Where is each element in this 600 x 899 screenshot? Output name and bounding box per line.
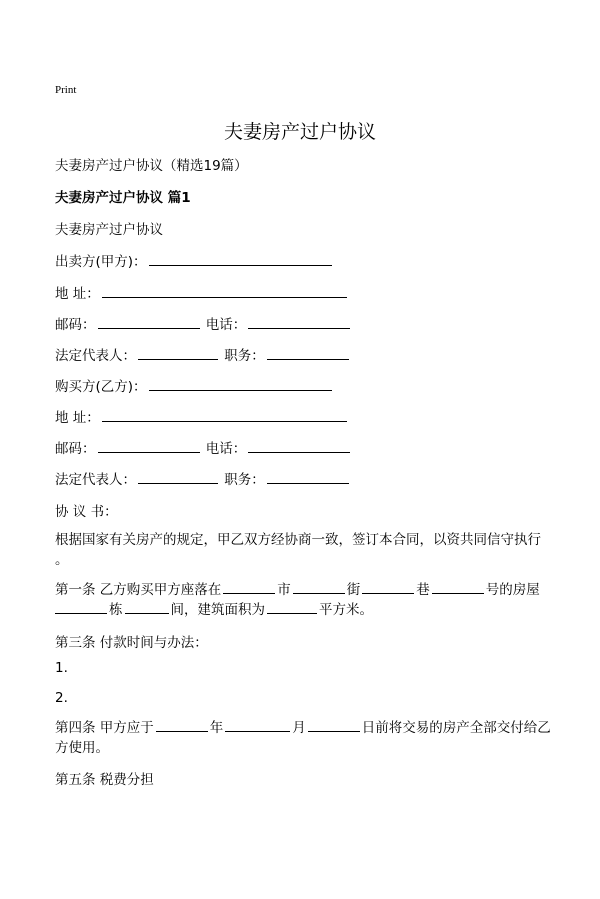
- doc-name: 夫妻房产过户协议: [55, 222, 163, 238]
- seller-postcode-label: 邮码：: [55, 317, 96, 333]
- article1-number-blank: [432, 581, 484, 594]
- seller-postcode-blank: [98, 316, 200, 329]
- section-heading: 夫妻房产过户协议 篇1: [55, 190, 191, 206]
- article-5: 第五条 税费分担: [55, 772, 154, 788]
- seller-contact-row: [55, 313, 352, 333]
- article4-month-blank: [225, 719, 290, 732]
- article1-rooms-blank: [125, 601, 169, 614]
- article1-part8: 平方米。: [319, 602, 373, 618]
- buyer-phone-blank: [248, 440, 350, 453]
- article4-part5: 方使用。: [55, 740, 109, 756]
- article1-part4: 巷: [416, 582, 430, 598]
- article4-part3: 月: [292, 720, 306, 736]
- subtitle: 夫妻房产过户协议（精选19篇）: [55, 158, 248, 174]
- article4-part4: 日前将交易的房产全部交付给乙: [361, 720, 551, 736]
- buyer-phone-label: 电话：: [205, 441, 247, 457]
- buyer-party-blank: [149, 378, 332, 391]
- article4-part2: 年: [209, 720, 224, 736]
- buyer-party-label: 购买方(乙方)：: [55, 379, 147, 395]
- article4-day-blank: [308, 719, 360, 732]
- seller-rep-row: [55, 344, 351, 364]
- buyer-contact-row: [55, 437, 352, 457]
- intro-line-2: 。: [55, 552, 69, 568]
- article1-part5: 号的房屋: [485, 582, 540, 598]
- seller-position-label: 职务：: [224, 348, 265, 364]
- buyer-legal-rep-label: 法定代表人：: [55, 472, 136, 488]
- buyer-position-blank: [267, 471, 349, 484]
- buyer-address-blank: [102, 409, 347, 422]
- seller-address-blank: [102, 285, 347, 298]
- buyer-address-row: [55, 406, 349, 426]
- seller-phone-label: 电话：: [205, 317, 247, 333]
- article1-part6: 栋: [109, 602, 123, 618]
- payment-item-1: 1.: [55, 660, 68, 676]
- article-3: 第三条 付款时间与办法：: [55, 635, 208, 651]
- article-4: [55, 718, 550, 758]
- article1-part3: 街: [346, 582, 361, 598]
- article1-street-blank: [293, 581, 345, 594]
- buyer-address-label: 地 址：: [55, 410, 100, 426]
- buyer-rep-row: [55, 468, 351, 488]
- intro-line-1: 根据国家有关房产的规定，甲乙双方经协商一致，签订本合同，以资共同信守执行: [55, 532, 541, 548]
- seller-legal-rep-label: 法定代表人：: [55, 348, 136, 364]
- buyer-position-label: 职务：: [224, 472, 265, 488]
- print-label[interactable]: Print: [55, 84, 77, 96]
- seller-party-blank: [149, 253, 332, 266]
- article1-part1: 第一条 乙方购买甲方座落在: [55, 582, 222, 598]
- buyer-legal-rep-blank: [138, 471, 218, 484]
- article1-part2: 市: [277, 582, 291, 598]
- buyer-party-row: [55, 375, 334, 395]
- article1-city-blank: [223, 581, 275, 594]
- seller-address-row: [55, 282, 349, 302]
- seller-legal-rep-blank: [138, 347, 218, 360]
- payment-item-2: 2.: [55, 690, 68, 706]
- intro-paragraph: [55, 530, 550, 570]
- buyer-postcode-blank: [98, 440, 200, 453]
- article1-area-blank: [267, 601, 317, 614]
- article1-part7: 间，建筑面积为: [170, 602, 265, 618]
- article4-part1: 第四条 甲方应于: [55, 720, 154, 736]
- seller-position-blank: [267, 347, 349, 360]
- article4-year-blank: [156, 719, 208, 732]
- agreement-label: 协 议 书：: [55, 504, 118, 520]
- seller-address-label: 地 址：: [55, 286, 100, 302]
- article1-building-blank: [55, 601, 107, 614]
- document-title: 夫妻房产过户协议: [223, 121, 376, 143]
- article1-lane-blank: [362, 581, 414, 594]
- article-1: [55, 580, 550, 620]
- seller-party-row: [55, 250, 334, 270]
- buyer-postcode-label: 邮码：: [55, 441, 96, 457]
- seller-party-label: 出卖方(甲方)：: [55, 254, 147, 270]
- seller-phone-blank: [248, 316, 350, 329]
